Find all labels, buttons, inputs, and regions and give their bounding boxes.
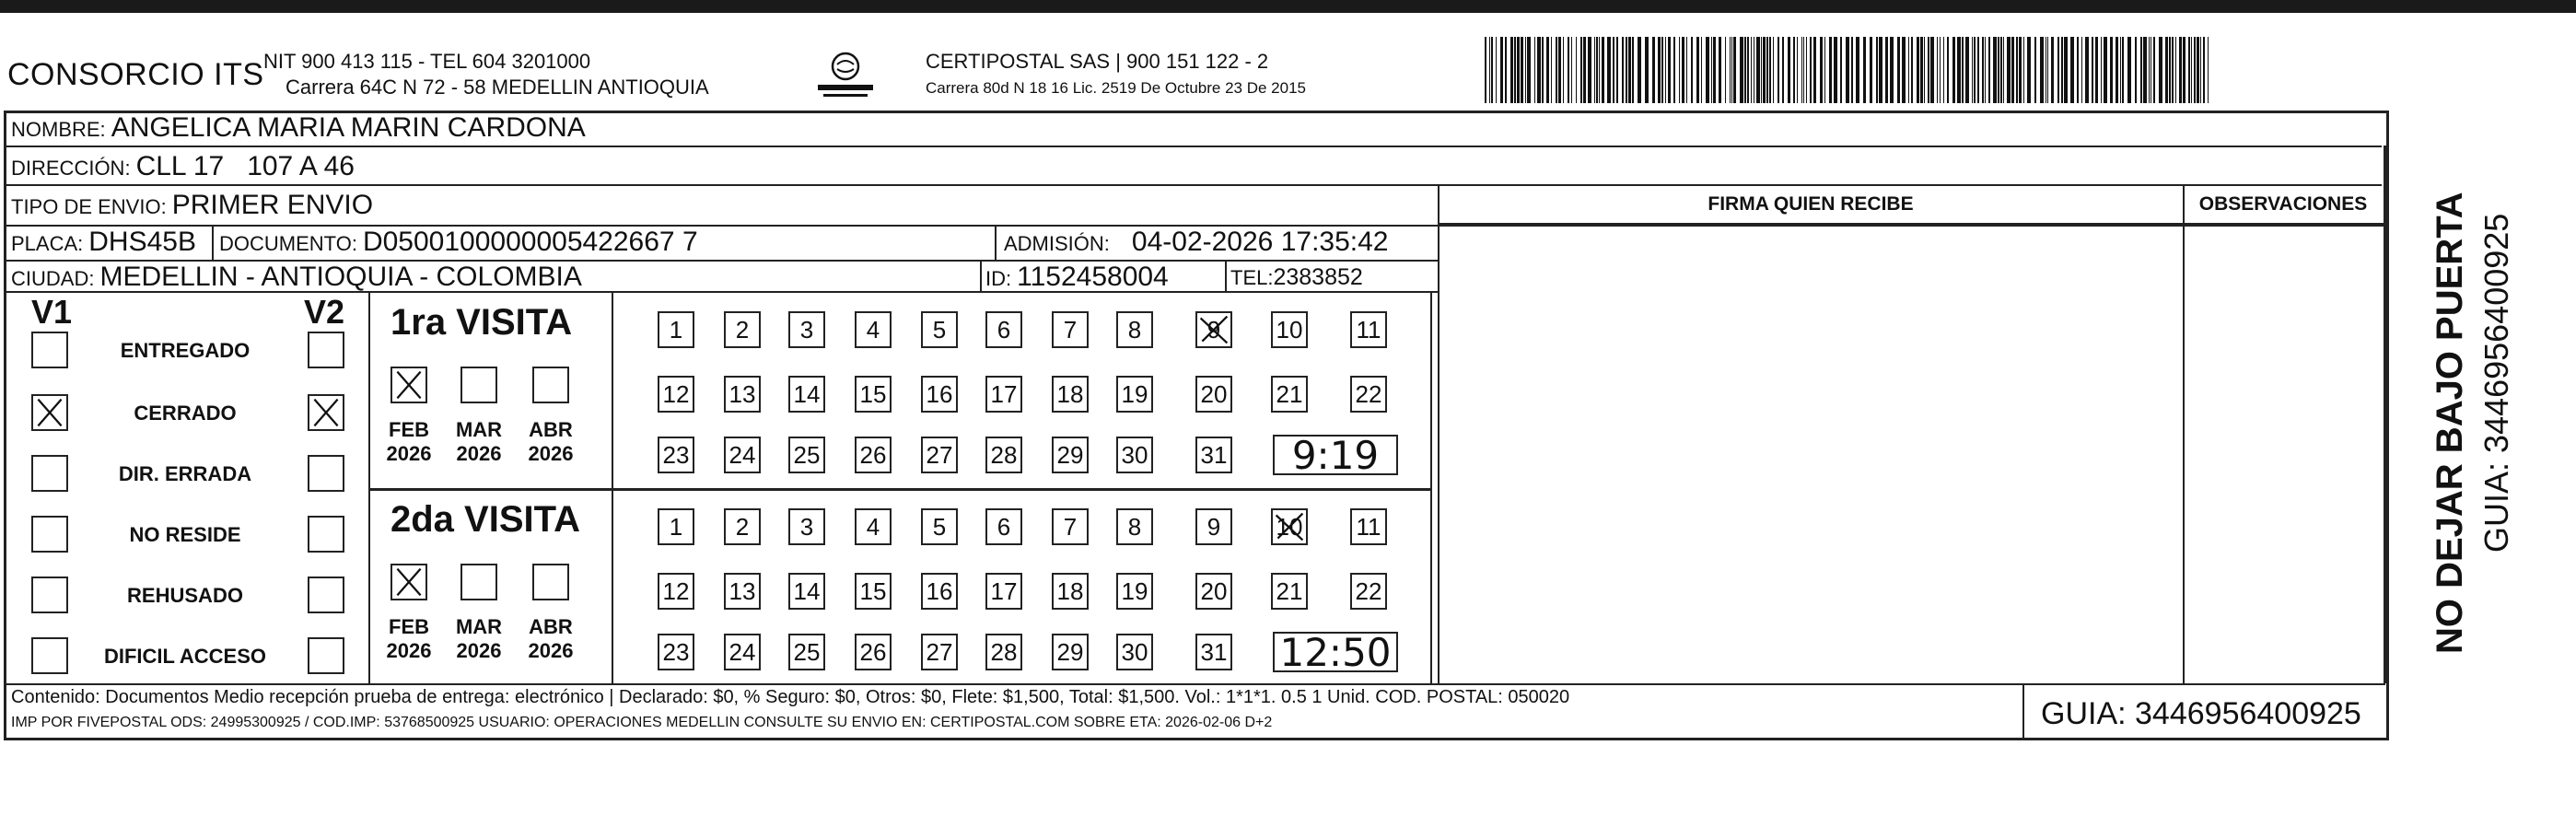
month-year: 2026 [528, 442, 574, 465]
day-box[interactable] [855, 311, 892, 348]
day-number: 9 [1206, 315, 1221, 344]
day-box[interactable] [788, 508, 825, 545]
day-box[interactable] [1195, 437, 1232, 473]
day-box[interactable] [1116, 437, 1153, 473]
check-x-icon [1197, 313, 1230, 346]
top-edge [0, 0, 2576, 13]
day-number: 21 [1276, 577, 1303, 605]
v2-checkbox[interactable] [308, 394, 344, 431]
address-value: CLL 17 107 A 46 [135, 151, 355, 181]
guide-number: GUIA: 3446956400925 [2041, 696, 2361, 731]
v1-checkbox[interactable] [31, 637, 68, 674]
day-number: 26 [859, 637, 887, 666]
month-name: FEB [389, 418, 429, 441]
day-box[interactable] [855, 508, 892, 545]
side-guide-number: GUIA: 3446956400925 [2477, 213, 2515, 553]
day-number: 25 [793, 637, 821, 666]
day-box[interactable] [855, 437, 892, 473]
day-box[interactable] [921, 508, 958, 545]
day-number: 5 [932, 512, 947, 541]
document-field [219, 227, 698, 258]
day-number: 20 [1200, 577, 1228, 605]
day-box[interactable] [658, 376, 694, 413]
month-label [523, 615, 578, 663]
v1-checkbox[interactable] [31, 394, 68, 431]
day-number: 9 [1206, 512, 1221, 541]
day-box[interactable] [921, 437, 958, 473]
day-number: 30 [1121, 637, 1148, 666]
tel-label: TEL: [1230, 266, 1274, 289]
status-option-label: REHUSADO [127, 584, 243, 607]
day-number: 21 [1276, 379, 1303, 408]
day-number: 31 [1200, 637, 1228, 666]
divider [212, 225, 214, 260]
admission-value: 04-02-2026 17:35:42 [1131, 227, 1389, 257]
day-number: 3 [799, 315, 814, 344]
address-label: DIRECCIÓN: [11, 157, 131, 180]
day-box[interactable] [1350, 376, 1387, 413]
tel-value: 2383852 [1273, 264, 1363, 290]
v2-checkbox[interactable] [308, 577, 344, 613]
day-box[interactable] [724, 437, 761, 473]
day-number: 19 [1121, 379, 1148, 408]
day-number: 20 [1200, 379, 1228, 408]
admission-label: ADMISIÓN: [1004, 232, 1110, 255]
day-number: 31 [1200, 440, 1228, 469]
divider [995, 225, 997, 260]
day-number: 4 [866, 315, 880, 344]
company-name: CONSORCIO ITS [7, 57, 264, 92]
recipient-name-value: ANGELICA MARIA MARIN CARDONA [111, 112, 586, 143]
day-box[interactable] [1271, 311, 1308, 348]
day-number: 1 [669, 512, 683, 541]
month-name: FEB [389, 615, 429, 638]
day-number: 12 [662, 379, 690, 408]
document-value: D0500100000005422667 7 [362, 227, 698, 257]
month-year: 2026 [386, 639, 432, 662]
day-box[interactable] [724, 508, 761, 545]
day-number: 17 [990, 379, 1018, 408]
month-name: MAR [455, 615, 503, 638]
day-box[interactable] [788, 376, 825, 413]
carrier-address: Carrera 80d N 18 16 Lic. 2519 De Octubre 23 De 2015 [926, 79, 1306, 97]
signature-header: FIRMA QUIEN RECIBE [1708, 193, 1914, 215]
day-box[interactable] [1195, 573, 1232, 610]
day-box[interactable] [1271, 508, 1308, 545]
divider [6, 146, 2382, 147]
month-checkbox[interactable] [532, 564, 569, 600]
month-checkbox[interactable] [532, 367, 569, 403]
day-box[interactable] [1116, 311, 1153, 348]
day-number: 29 [1056, 440, 1084, 469]
day-number: 14 [793, 379, 821, 408]
day-number: 16 [926, 577, 953, 605]
day-box[interactable] [658, 634, 694, 670]
month-year: 2026 [386, 442, 432, 465]
day-box[interactable] [1052, 508, 1089, 545]
day-box[interactable] [1116, 508, 1153, 545]
day-number: 11 [1356, 315, 1381, 344]
day-number: 7 [1063, 315, 1078, 344]
observations-area[interactable] [2185, 225, 2382, 681]
day-number: 8 [1127, 512, 1142, 541]
day-box[interactable] [921, 573, 958, 610]
day-number: 24 [729, 637, 756, 666]
day-box[interactable] [788, 573, 825, 610]
day-number: 5 [932, 315, 947, 344]
day-box[interactable] [1195, 508, 1232, 545]
day-box[interactable] [1350, 508, 1387, 545]
month-name: MAR [455, 418, 503, 441]
day-number: 16 [926, 379, 953, 408]
v2-checkbox[interactable] [308, 455, 344, 492]
day-number: 23 [662, 637, 690, 666]
day-box[interactable] [985, 508, 1022, 545]
day-number: 13 [729, 379, 756, 408]
day-number: 29 [1056, 637, 1084, 666]
v2-label: V2 [304, 293, 345, 331]
tel-field [1230, 264, 1363, 291]
day-number: 22 [1355, 379, 1382, 408]
day-number: 22 [1355, 577, 1382, 605]
day-box[interactable] [855, 634, 892, 670]
divider [6, 683, 2385, 685]
day-box[interactable] [1052, 437, 1089, 473]
divider [980, 260, 982, 291]
day-number: 1 [669, 315, 683, 344]
month-checkbox[interactable] [390, 367, 427, 403]
shipment-type-label: TIPO DE ENVIO: [11, 195, 167, 218]
recipient-name-field [11, 112, 586, 144]
check-x-icon [1273, 510, 1306, 543]
day-box[interactable] [985, 634, 1022, 670]
certipostal-logo-icon [809, 44, 882, 103]
divider [2384, 146, 2386, 683]
day-number: 23 [662, 440, 690, 469]
day-box[interactable] [658, 437, 694, 473]
month-name: ABR [529, 615, 573, 638]
divider [1225, 260, 1227, 291]
recipient-name-label: NOMBRE: [11, 118, 106, 141]
day-box[interactable] [985, 311, 1022, 348]
month-year: 2026 [528, 639, 574, 662]
day-number: 26 [859, 440, 887, 469]
warning-text: NO DEJAR BAJO PUERTA [2430, 192, 2470, 654]
day-box[interactable] [1350, 311, 1387, 348]
v2-checkbox[interactable] [308, 637, 344, 674]
day-box[interactable] [788, 311, 825, 348]
id-field [985, 262, 1169, 293]
month-checkbox[interactable] [460, 367, 497, 403]
plate-field [11, 227, 196, 258]
day-box[interactable] [1116, 634, 1153, 670]
shipment-type-value: PRIMER ENVIO [171, 190, 374, 220]
day-number: 12 [662, 577, 690, 605]
day-number: 14 [793, 577, 821, 605]
city-label: CIUDAD: [11, 267, 95, 290]
print-info-line: IMP POR FIVEPOSTAL ODS: 24995300925 / COD.IMP: 53768500925 USUARIO: OPERACIONES MEDELLIN CONSULTE SU ENVIO EN: CERTIPOSTAL.COM SOBRE ETA: 2026-02-06 D+2 [11, 715, 1273, 730]
v1-checkbox[interactable] [31, 455, 68, 492]
month-year: 2026 [456, 639, 502, 662]
day-box[interactable] [1271, 573, 1308, 610]
month-label [381, 615, 437, 663]
day-number: 10 [1276, 512, 1303, 541]
day-number: 6 [997, 512, 1011, 541]
address-field [11, 151, 355, 182]
day-box[interactable] [1195, 634, 1232, 670]
day-number: 11 [1356, 512, 1381, 541]
day-number: 18 [1056, 577, 1084, 605]
check-x-icon [392, 368, 425, 402]
day-box[interactable] [855, 573, 892, 610]
v2-checkbox[interactable] [308, 516, 344, 553]
day-number: 3 [799, 512, 814, 541]
day-number: 19 [1121, 577, 1148, 605]
day-box[interactable] [855, 376, 892, 413]
id-label: ID: [985, 267, 1012, 290]
day-number: 2 [735, 512, 750, 541]
day-box[interactable] [1052, 376, 1089, 413]
day-box[interactable] [985, 437, 1022, 473]
city-value: MEDELLIN - ANTIOQUIA - COLOMBIA [99, 262, 582, 292]
v1-checkbox[interactable] [31, 577, 68, 613]
v2-checkbox[interactable] [308, 332, 344, 368]
day-box[interactable] [1052, 311, 1089, 348]
day-box[interactable] [921, 634, 958, 670]
day-box[interactable] [985, 573, 1022, 610]
contents-line: Contenido: Documentos Medio recepción prueba de entrega: electrónico | Declarado: $0, % Seguro: $0, Otros: $0, Flete: $1,500, Total: $1,500. Vol.: 1*1*1. 0.5 1 Unid. COD. POSTAL: 050020 [11, 687, 1570, 707]
visit-title: 1ra VISITA [390, 302, 573, 343]
day-number: 7 [1063, 512, 1078, 541]
day-number: 24 [729, 440, 756, 469]
day-number: 10 [1276, 315, 1303, 344]
day-box[interactable] [985, 376, 1022, 413]
divider [2022, 683, 2024, 740]
day-box[interactable] [1116, 376, 1153, 413]
day-number: 27 [926, 440, 953, 469]
document-label: DOCUMENTO: [219, 232, 357, 255]
check-x-icon [392, 565, 425, 599]
day-box[interactable] [658, 508, 694, 545]
company-nit: NIT 900 413 115 - TEL 604 3201000 [263, 50, 591, 73]
month-label [451, 418, 507, 466]
day-box[interactable] [1195, 376, 1232, 413]
v1-checkbox[interactable] [31, 516, 68, 553]
barcode-icon [1485, 37, 2209, 103]
check-x-icon [33, 396, 66, 429]
carrier-name: CERTIPOSTAL SAS | 900 151 122 - 2 [926, 50, 1269, 73]
shipment-type-field [11, 190, 373, 221]
status-option-label: DIR. ERRADA [118, 462, 252, 485]
status-option-label: ENTREGADO [120, 339, 251, 362]
visit-time: 12:50 [1273, 632, 1398, 672]
check-x-icon [309, 396, 343, 429]
day-number: 30 [1121, 440, 1148, 469]
day-number: 2 [735, 315, 750, 344]
day-number: 25 [793, 440, 821, 469]
day-box[interactable] [724, 376, 761, 413]
day-box[interactable] [1271, 376, 1308, 413]
status-option-label: DIFICIL ACCESO [103, 645, 266, 668]
day-box[interactable] [724, 573, 761, 610]
v1-label: V1 [31, 293, 73, 331]
day-number: 17 [990, 577, 1018, 605]
day-box[interactable] [921, 311, 958, 348]
month-year: 2026 [456, 442, 502, 465]
observations-header: OBSERVACIONES [2198, 193, 2368, 215]
visit-time: 9:19 [1273, 435, 1398, 475]
divider [370, 488, 1430, 491]
day-number: 15 [859, 577, 887, 605]
day-box[interactable] [1350, 573, 1387, 610]
day-number: 15 [859, 379, 887, 408]
plate-label: PLACA: [11, 232, 84, 255]
day-box[interactable] [658, 311, 694, 348]
day-number: 27 [926, 637, 953, 666]
month-label [451, 615, 507, 663]
day-box[interactable] [1052, 573, 1089, 610]
month-name: ABR [529, 418, 573, 441]
day-number: 6 [997, 315, 1011, 344]
day-number: 28 [990, 440, 1018, 469]
company-address: Carrera 64C N 72 - 58 MEDELLIN ANTIOQUIA [286, 76, 709, 99]
status-option-label: NO RESIDE [129, 523, 241, 546]
day-number: 4 [866, 512, 880, 541]
v1-checkbox[interactable] [31, 332, 68, 368]
month-label [381, 418, 437, 466]
divider [6, 184, 2382, 186]
admission-field [1004, 227, 1388, 258]
id-value: 1152458004 [1017, 262, 1169, 292]
status-option-label: CERRADO [134, 402, 237, 425]
day-number: 8 [1127, 315, 1142, 344]
day-box[interactable] [1116, 573, 1153, 610]
visit-title: 2da VISITA [390, 499, 580, 540]
month-checkbox[interactable] [460, 564, 497, 600]
day-number: 13 [729, 577, 756, 605]
city-field [11, 262, 582, 293]
month-label [523, 418, 578, 466]
day-box[interactable] [921, 376, 958, 413]
day-box[interactable] [724, 634, 761, 670]
day-box[interactable] [724, 311, 761, 348]
month-checkbox[interactable] [390, 564, 427, 600]
day-box[interactable] [788, 634, 825, 670]
day-box[interactable] [1195, 311, 1232, 348]
signature-area[interactable] [1440, 225, 2182, 681]
day-box[interactable] [658, 573, 694, 610]
divider [1430, 293, 1432, 683]
day-box[interactable] [1052, 634, 1089, 670]
day-box[interactable] [788, 437, 825, 473]
day-number: 28 [990, 637, 1018, 666]
plate-value: DHS45B [88, 227, 196, 257]
day-number: 18 [1056, 379, 1084, 408]
